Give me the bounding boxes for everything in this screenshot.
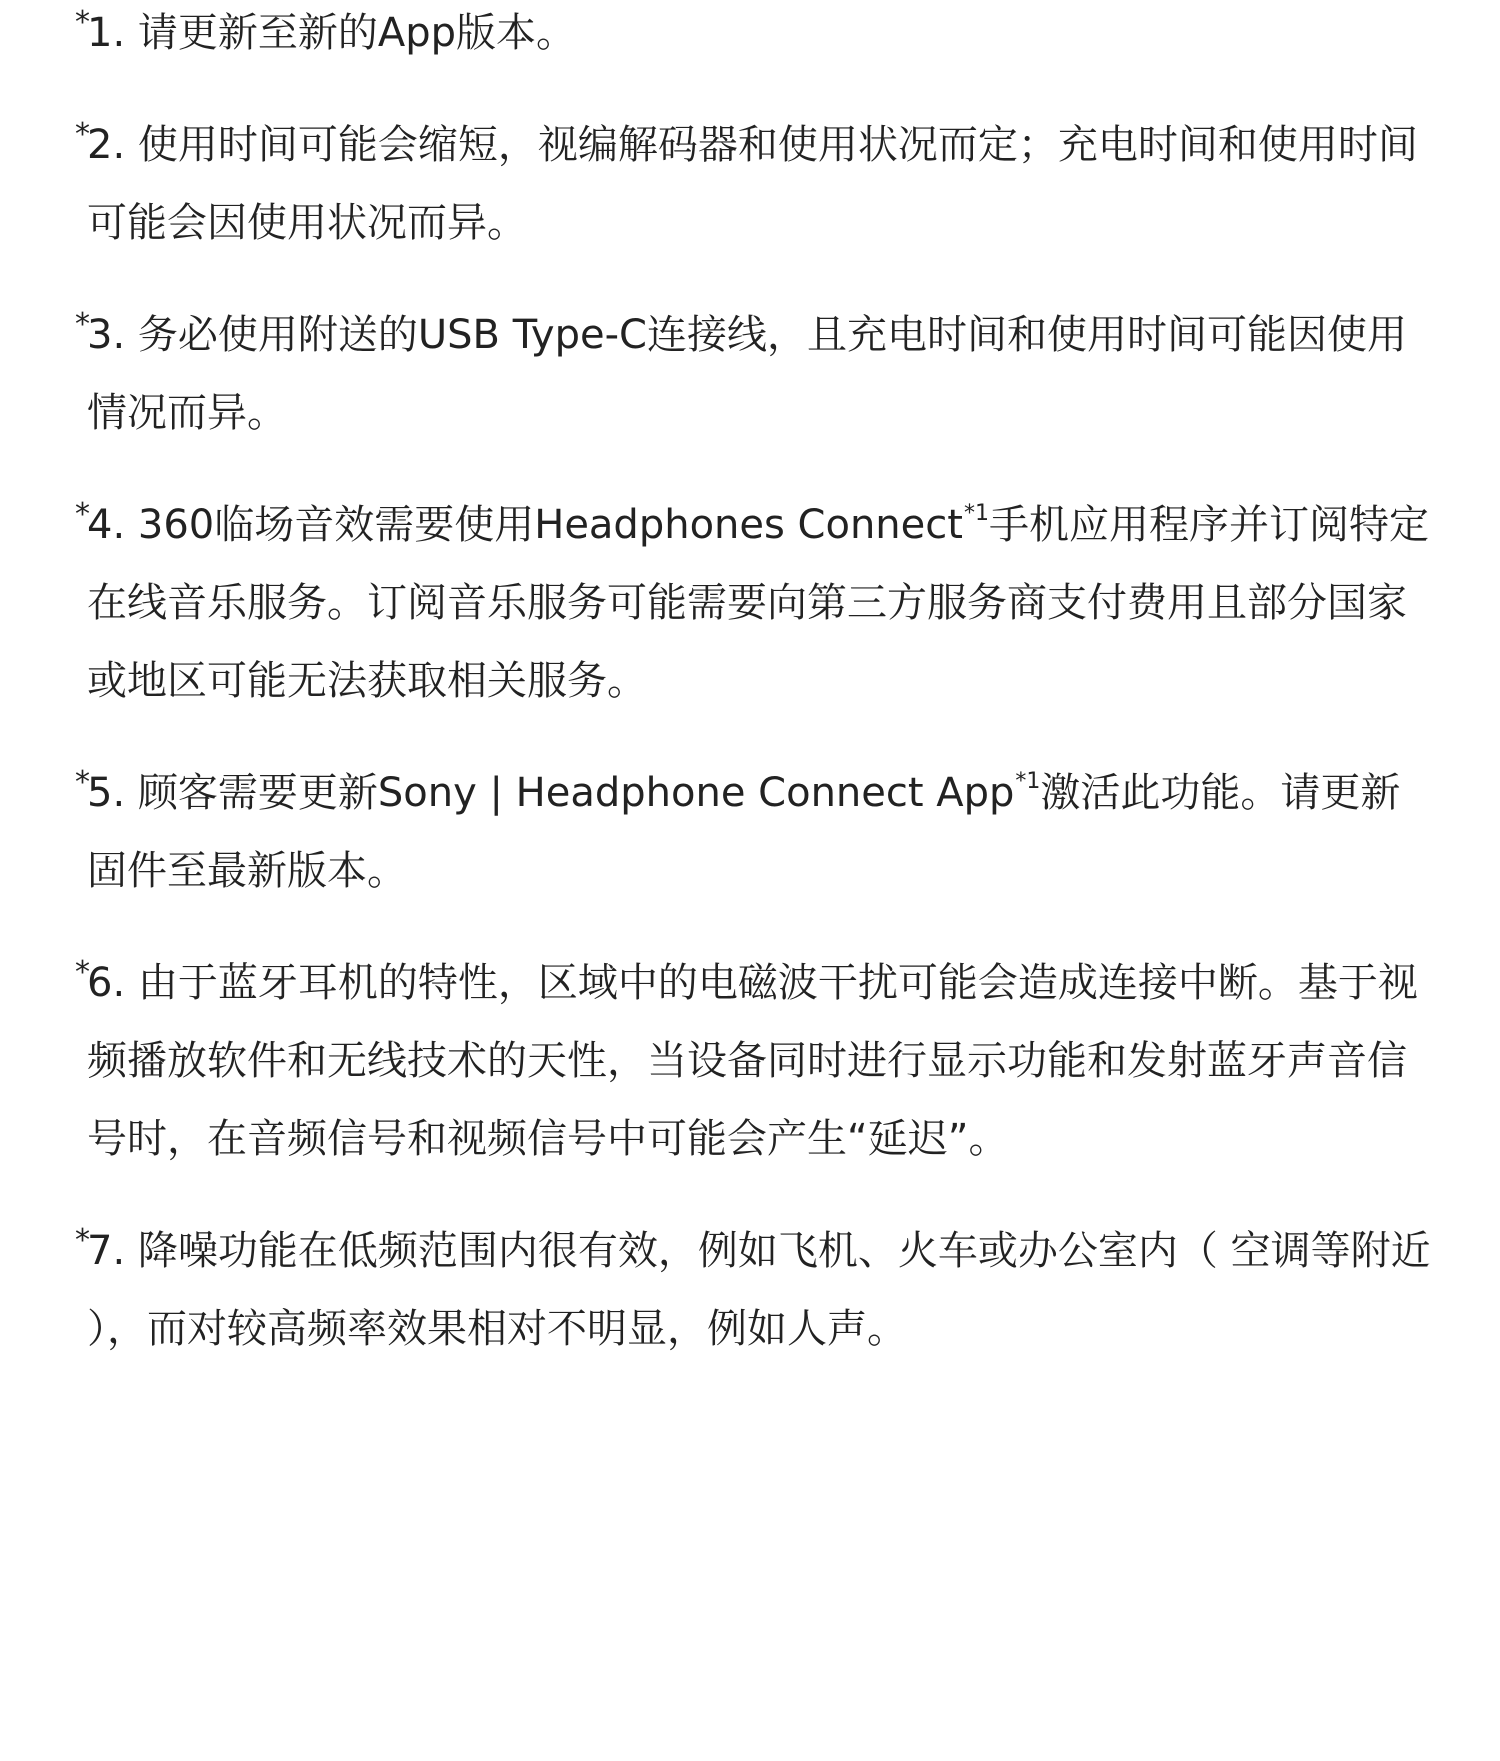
footnote-marker: *	[75, 955, 90, 990]
footnote-number: 5.	[87, 770, 126, 816]
footnote-text: 手机应用程序并订阅特定在线音乐服务。订阅音乐服务可能需要向第三方服务商支付费用且部分国家或地区可能无法获取相关服务。	[87, 502, 1429, 704]
footnote-text: 由于蓝牙耳机的特性，区域中的电磁波干扰可能会造成连接中断。基于视频播放软件和无线技术的天性，当设备同时进行显示功能和发射蓝牙声音信号时，在音频信号和视频信号中可能会产生“延迟”。	[87, 960, 1418, 1162]
footnote-7	[75, 1212, 1435, 1368]
footnote-marker: *	[75, 1223, 90, 1258]
footnote-number: 6.	[87, 960, 126, 1006]
footnote-marker: *	[75, 765, 90, 800]
footnote-number: 4.	[87, 502, 126, 548]
footnote-reference: *1	[963, 501, 989, 526]
footnote-text: 降噪功能在低频范围内很有效，例如飞机、火车或办公室内（ 空调等附近 ），而对较高频率效果相对不明显，例如人声。	[87, 1228, 1431, 1352]
footnote-number: 7.	[87, 1228, 126, 1274]
footnote-text: 请更新至新的App版本。	[137, 10, 577, 56]
footnote-4	[75, 486, 1435, 720]
footnote-marker: *	[75, 307, 90, 342]
footnote-text: 顾客需要更新Sony | Headphone Connect App	[137, 770, 1015, 816]
footnote-number: 1.	[87, 10, 126, 56]
footnote-marker: *	[75, 497, 90, 532]
footnote-6	[75, 944, 1435, 1178]
footnote-marker: *	[75, 5, 90, 40]
footnote-list	[75, 0, 1435, 1402]
footnote-text: 激活此功能。请更新固件至最新版本。	[87, 770, 1401, 894]
footnote-number: 3.	[87, 312, 126, 358]
footnote-5	[75, 754, 1435, 910]
footnote-text: 360临场音效需要使用Headphones Connect	[137, 502, 963, 548]
footnote-3	[75, 296, 1435, 452]
footnote-2	[75, 106, 1435, 262]
footnote-1	[75, 0, 1435, 72]
footnote-text: 务必使用附送的USB Type-C连接线，且充电时间和使用时间可能因使用情况而异。	[87, 312, 1407, 436]
footnote-text: 使用时间可能会缩短，视编解码器和使用状况而定；充电时间和使用时间可能会因使用状况而异。	[87, 122, 1418, 246]
footnote-reference: *1	[1015, 769, 1041, 794]
footnote-number: 2.	[87, 122, 126, 168]
footnote-marker: *	[75, 117, 90, 152]
